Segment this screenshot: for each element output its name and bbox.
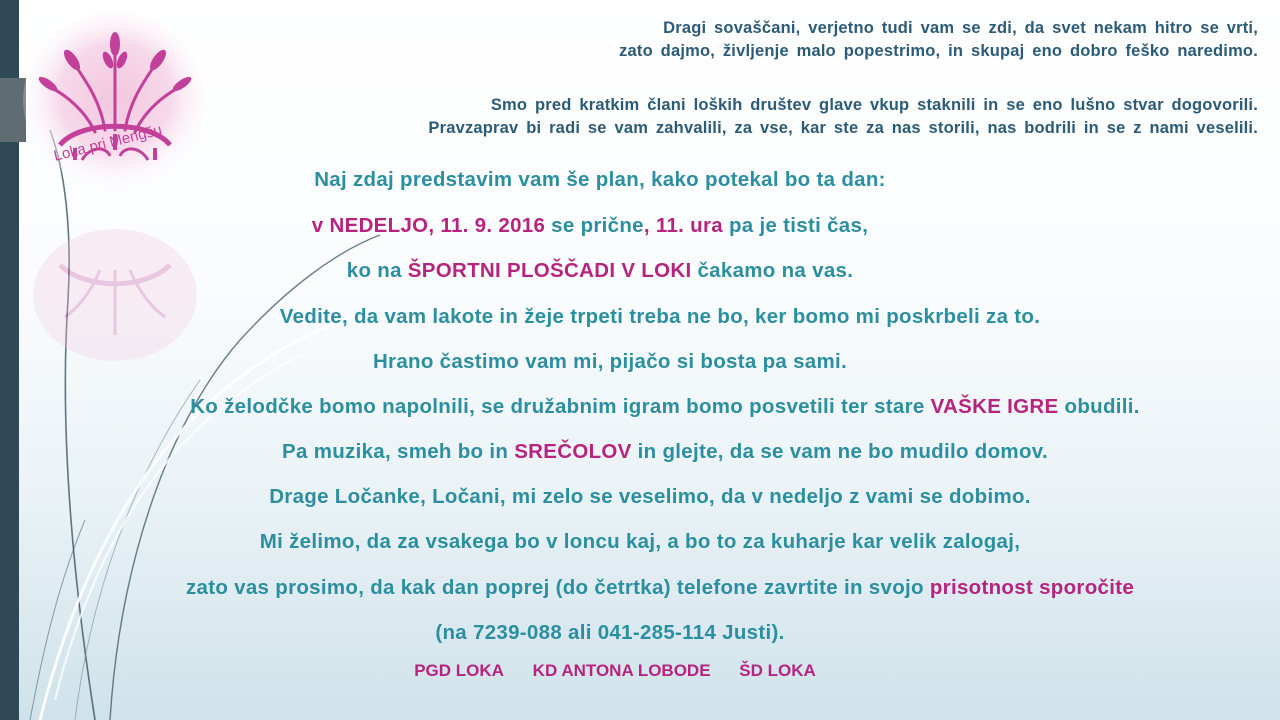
highlight-time: , 11. ura [643,214,723,237]
highlight-rsvp: prisotnost sporočite [929,576,1135,599]
intro-line: Smo pred kratkim člani loških društev glave vkup staknili in se eno lušno stvar dogovorili. [490,96,1258,114]
intro-line: Dragi sovaščani, verjetno tudi vam se zdi, da svet nekam hitro se vrti, [663,19,1258,37]
highlight-lottery: SREČOLOV [514,440,632,463]
organizer-kd: KD ANTONA LOBODE [532,661,711,680]
highlight-date: v NEDELJO, 11. 9. 2016 [311,214,546,237]
body-line-location: ko na ŠPORTNI PLOŠČADI V LOKI čakamo na vas. [346,259,854,282]
body-line-date: v NEDELJO, 11. 9. 2016 se prične, 11. ura pa je tisti čas, [311,214,869,237]
body-line-cooking: Mi želimo, da za vsakega bo v loncu kaj, a bo to za kuharje kar velik zalogaj, [259,530,1021,553]
organizer-pgd: PGD LOKA [414,661,504,680]
body-line-drinks: Hrano častimo vam mi, pijačo si bosta pa sami. [372,350,848,373]
body-line-games: Ko želodčke bomo napolnili, se družabnim igram bomo posvetili ter stare VAŠKE IGRE obudili. [190,395,1140,418]
logo-text: Loka pri Mengšu [51,121,164,165]
body-line-greeting: Drage Ločanke, Ločani, mi zelo se veselimo, da v nedeljo z vami se dobimo. [269,485,1031,508]
organizer-sd: ŠD LOKA [739,661,816,680]
intro-paragraph-2 [428,94,1258,140]
logo-reflection-icon [30,225,200,365]
wheat-bridge-logo-icon [20,10,210,190]
body-line-rsvp: zato vas prosimo, da kak dan poprej (do četrtka) telefone zavrtite in svojo prisotnost sporočite [185,576,1135,599]
intro-line: Pravzaprav bi radi se vam zahvalili, za vse, kar ste za nas storili, nas bodrili in se z nami veselili. [428,119,1258,137]
intro-paragraph-1 [619,17,1258,63]
body-line-food: Vedite, da vam lakote in žeje trpeti treba ne bo, ker bomo mi poskrbeli za to. [279,305,1041,328]
intro-line: zato dajmo, življenje malo popestrimo, in skupaj eno dobro feško naredimo. [619,42,1258,60]
highlight-location: ŠPORTNI PLOŠČADI V LOKI [407,259,692,282]
highlight-games: VAŠKE IGRE [930,395,1059,418]
body-line-music: Pa muzika, smeh bo in SREČOLOV in glejte, da se vam ne bo mudilo domov. [282,440,1048,463]
organizers-row [0,661,1280,681]
body-line-phone: (na 7239-088 ali 041-285-114 Justi). [435,621,785,644]
body-line-plan: Naj zdaj predstavim vam še plan, kako potekal bo ta dan: [314,168,886,191]
